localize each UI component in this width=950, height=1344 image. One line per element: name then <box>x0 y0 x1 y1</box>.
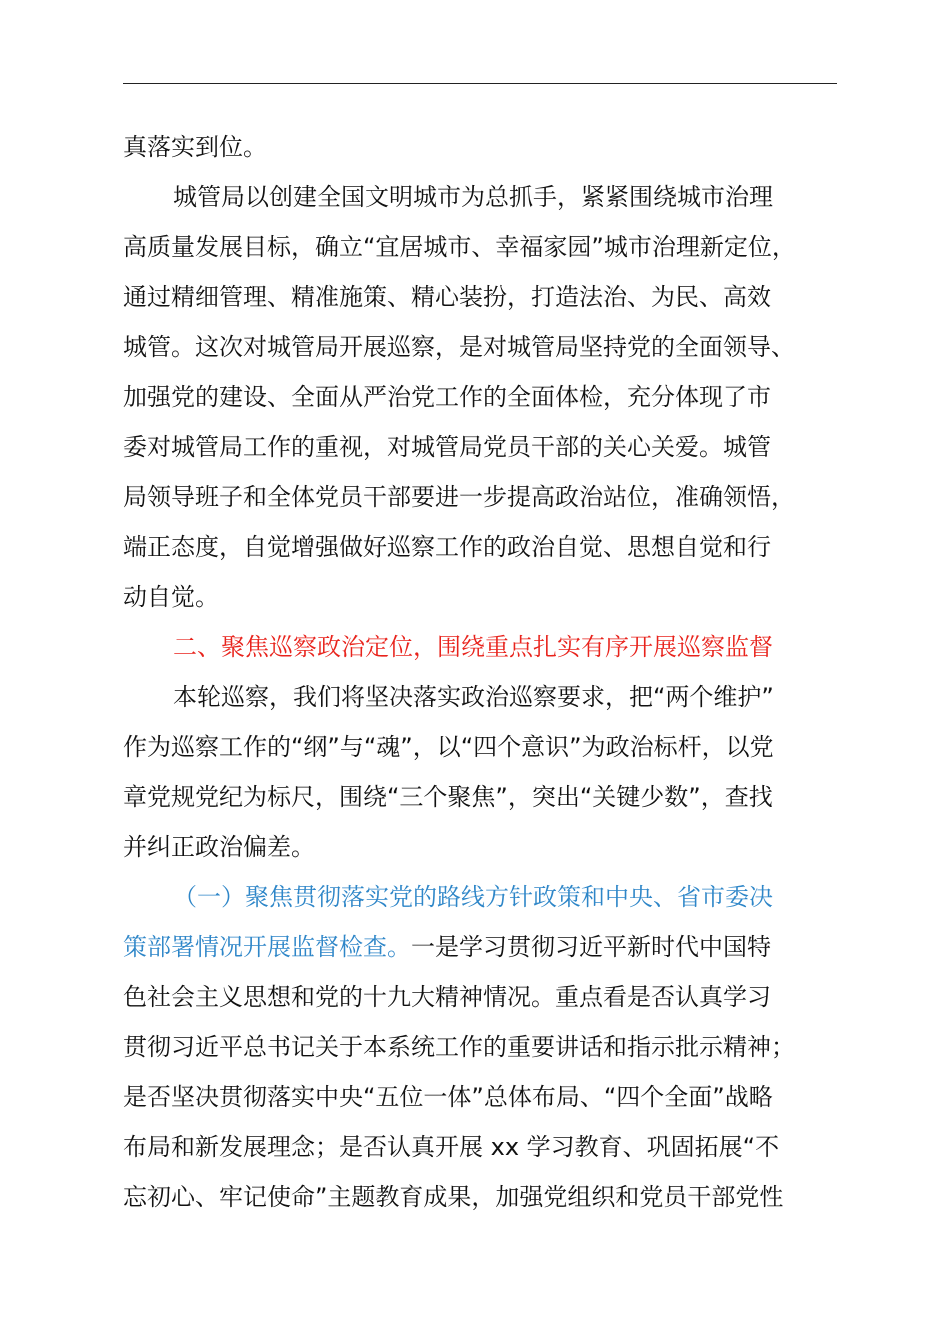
text-line-14 <box>123 772 859 822</box>
document-body <box>123 122 859 1222</box>
line-text: 城管。这次对城管局开展巡察，是对城管局坚持党的全面领导、 <box>123 333 795 361</box>
line-text: 委对城管局工作的重视，对城管局党员干部的关心关爱。城管 <box>123 433 771 461</box>
line-text: 真落实到位。 <box>123 133 267 161</box>
line-text: 局领导班子和全体党员干部要进一步提高政治站位，准确领悟， <box>123 483 795 511</box>
line-text: 动自觉。 <box>123 583 219 611</box>
line-text: 忘初心、牢记使命”主题教育成果，加强党组织和党员干部党性 <box>123 1183 784 1211</box>
text-line-22 <box>123 1172 859 1222</box>
text-line-7 <box>123 422 859 472</box>
heading-text: （一）聚焦贯彻落实党的路线方针政策和中央、省市委决 <box>173 883 773 911</box>
line-text: 作为巡察工作的“纲”与“魂”，以“四个意识”为政治标杆，以党 <box>123 733 774 761</box>
line-text: 本轮巡察，我们将坚决落实政治巡察要求，把“两个维护” <box>173 683 774 711</box>
text-line-20 <box>123 1072 859 1122</box>
paragraph-benlun-xuncha <box>123 672 859 722</box>
line-text: 贯彻习近平总书记关于本系统工作的重要讲话和指示批示精神； <box>123 1033 795 1061</box>
text-line-19 <box>123 1022 859 1072</box>
line-text: 通过精细管理、精准施策、精心装扮，打造法治、为民、高效 <box>123 283 771 311</box>
section-heading-2 <box>123 622 859 672</box>
text-line-15 <box>123 822 859 872</box>
heading-text: 二、聚焦巡察政治定位，围绕重点扎实有序开展巡察监督 <box>173 633 773 661</box>
text-line-21 <box>123 1122 859 1172</box>
line-text: 城管局以创建全国文明城市为总抓手，紧紧围绕城市治理 <box>173 183 773 211</box>
text-line-17 <box>123 922 859 972</box>
paragraph-chengguanju <box>123 172 859 222</box>
text-line-8 <box>123 472 859 522</box>
line-text: 是否坚决贯彻落实中央“五位一体”总体布局、“四个全面”战略 <box>123 1083 773 1111</box>
text-line-10 <box>123 572 859 622</box>
line-text: 色社会主义思想和党的十九大精神情况。重点看是否认真学习 <box>123 983 771 1011</box>
line-text: 并纠正政治偏差。 <box>123 833 315 861</box>
heading-text-continued: 策部署情况开展监督检查。 <box>123 933 411 961</box>
text-line-9 <box>123 522 859 572</box>
subsection-heading-1 <box>123 872 859 922</box>
line-text: 加强党的建设、全面从严治党工作的全面体检，充分体现了市 <box>123 383 771 411</box>
line-text: 布局和新发展理念；是否认真开展 xx 学习教育、巩固拓展“不 <box>123 1133 780 1161</box>
text-line-3 <box>123 222 859 272</box>
header-rule <box>123 83 837 84</box>
text-line-13 <box>123 722 859 772</box>
text-line-6 <box>123 372 859 422</box>
line-text: 高质量发展目标，确立“宜居城市、幸福家园”城市治理新定位， <box>123 233 796 261</box>
text-line-5 <box>123 322 859 372</box>
line-text: 端正态度，自觉增强做好巡察工作的政治自觉、思想自觉和行 <box>123 533 771 561</box>
text-line-4 <box>123 272 859 322</box>
text-line-18 <box>123 972 859 1022</box>
line-text: 一是学习贯彻习近平新时代中国特 <box>411 933 771 961</box>
line-text: 章党规党纪为标尺，围绕“三个聚焦”，突出“关键少数”，查找 <box>123 783 773 811</box>
text-line-1 <box>123 122 859 172</box>
